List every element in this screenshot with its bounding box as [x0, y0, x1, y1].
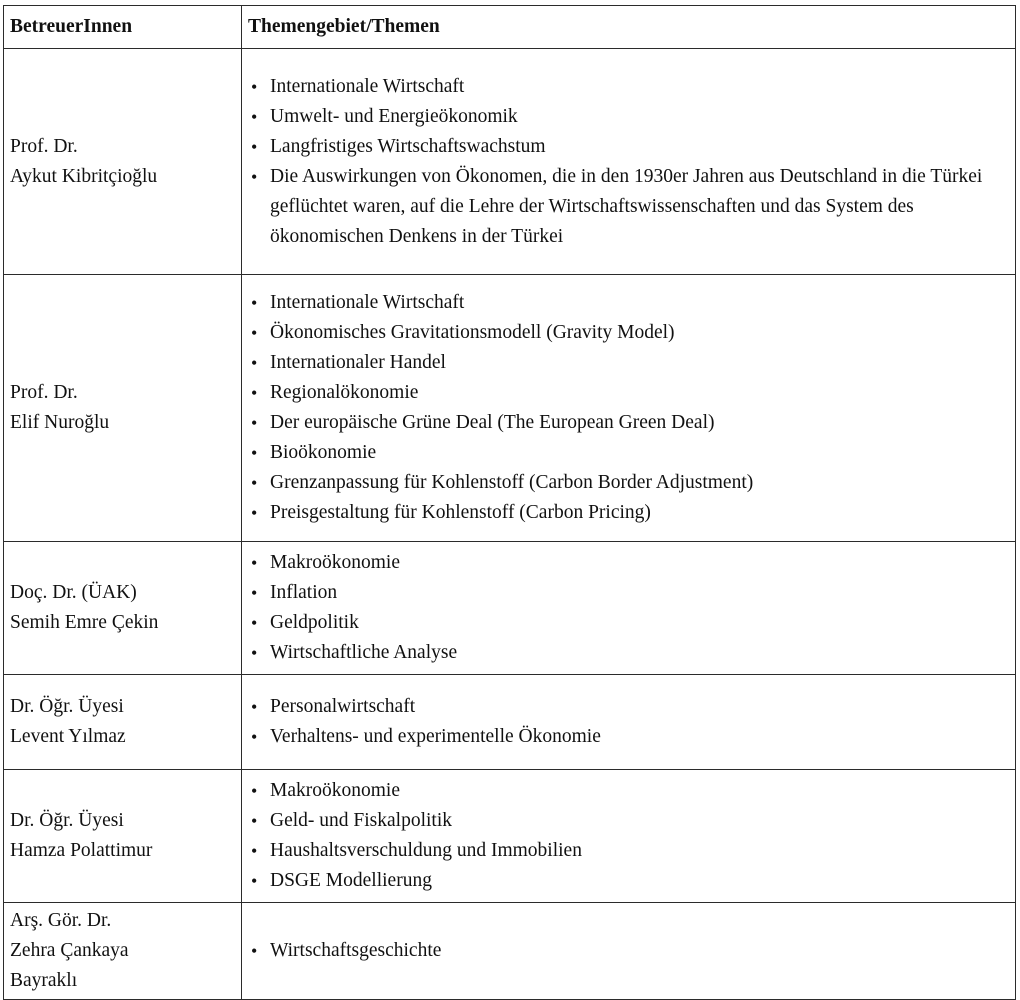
topic-item: • Internationale Wirtschaft — [251, 72, 1007, 102]
topic-item: • Die Auswirkungen von Ökonomen, die in den 1930er Jahren aus Deutschland in die Türkei geflüchtet waren, auf die Lehre der Wirtschaftswissenschaften und das System des ökonomischen Denkens in der Türkei — [251, 162, 1007, 252]
topics-cell — [242, 903, 1016, 1000]
topic-item: • Ökonomisches Gravitationsmodell (Gravity Model) — [251, 318, 1007, 348]
table-row — [4, 542, 1016, 675]
supervisor-cell — [4, 770, 242, 903]
supervisor-name: Hamza Polattimur — [10, 840, 153, 861]
supervisor-cell — [4, 675, 242, 770]
topic-item: • Inflation — [251, 578, 1007, 608]
supervisor-title: Dr. Öğr. Üyesi — [10, 696, 124, 717]
topic-item: • Verhaltens- und experimentelle Ökonomie — [251, 722, 1007, 752]
topic-item: • Bioökonomie — [251, 438, 1007, 468]
topic-item: • Internationaler Handel — [251, 348, 1007, 378]
supervisor-name: Zehra Çankaya — [10, 940, 129, 961]
topic-item: • DSGE Modellierung — [251, 866, 1007, 896]
topic-item: • Wirtschaftsgeschichte — [251, 936, 1007, 966]
supervisors-table — [3, 5, 1016, 1000]
topics-cell — [242, 770, 1016, 903]
topic-item: • Haushaltsverschuldung und Immobilien — [251, 836, 1007, 866]
header-supervisors: BetreuerInnen — [4, 6, 242, 49]
supervisor-cell — [4, 903, 242, 1000]
table-row — [4, 770, 1016, 903]
topic-list — [251, 776, 1007, 896]
header-topics: Themengebiet/Themen — [242, 6, 1016, 49]
topics-cell — [242, 49, 1016, 275]
supervisor-title: Doç. Dr. (ÜAK) — [10, 582, 137, 603]
supervisor-name: Aykut Kibritçioğlu — [10, 165, 158, 187]
topic-list — [251, 288, 1007, 528]
topic-item: • Geld- und Fiskalpolitik — [251, 806, 1007, 836]
topic-list — [251, 936, 1007, 966]
topic-item: • Der europäische Grüne Deal (The European Green Deal) — [251, 408, 1007, 438]
topics-cell — [242, 275, 1016, 542]
table-row — [4, 675, 1016, 770]
topic-item: • Makroökonomie — [251, 776, 1007, 806]
supervisor-cell — [4, 49, 242, 275]
topic-item: • Preisgestaltung für Kohlenstoff (Carbon Pricing) — [251, 498, 1007, 528]
table-row — [4, 903, 1016, 1000]
topic-list — [251, 692, 1007, 752]
table-row — [4, 49, 1016, 275]
topic-item: • Personalwirtschaft — [251, 692, 1007, 722]
table-body — [4, 49, 1016, 1000]
topic-item: • Langfristiges Wirtschaftswachstum — [251, 132, 1007, 162]
topics-cell — [242, 675, 1016, 770]
topic-item: • Makroökonomie — [251, 548, 1007, 578]
topic-item: • Geldpolitik — [251, 608, 1007, 638]
supervisor-title: Prof. Dr. — [10, 135, 78, 157]
topic-list — [251, 72, 1007, 252]
table-row — [4, 275, 1016, 542]
topic-list — [251, 548, 1007, 668]
supervisor-cell — [4, 275, 242, 542]
topic-item: • Grenzanpassung für Kohlenstoff (Carbon Border Adjustment) — [251, 468, 1007, 498]
topic-item: • Wirtschaftliche Analyse — [251, 638, 1007, 668]
supervisor-cell — [4, 542, 242, 675]
supervisor-name: Semih Emre Çekin — [10, 612, 159, 633]
supervisor-name: Levent Yılmaz — [10, 726, 126, 747]
supervisor-title: Dr. Öğr. Üyesi — [10, 810, 124, 831]
supervisor-title: Arş. Gör. Dr. — [10, 910, 112, 931]
table-header — [4, 6, 1016, 49]
supervisor-name-continued: Bayraklı — [10, 970, 78, 991]
topic-item: • Regionalökonomie — [251, 378, 1007, 408]
topics-cell — [242, 542, 1016, 675]
header-row — [4, 6, 1016, 49]
supervisor-name: Elif Nuroğlu — [10, 412, 110, 433]
topic-item: • Internationale Wirtschaft — [251, 288, 1007, 318]
topic-item: • Umwelt- und Energieökonomik — [251, 102, 1007, 132]
supervisor-title: Prof. Dr. — [10, 382, 78, 403]
